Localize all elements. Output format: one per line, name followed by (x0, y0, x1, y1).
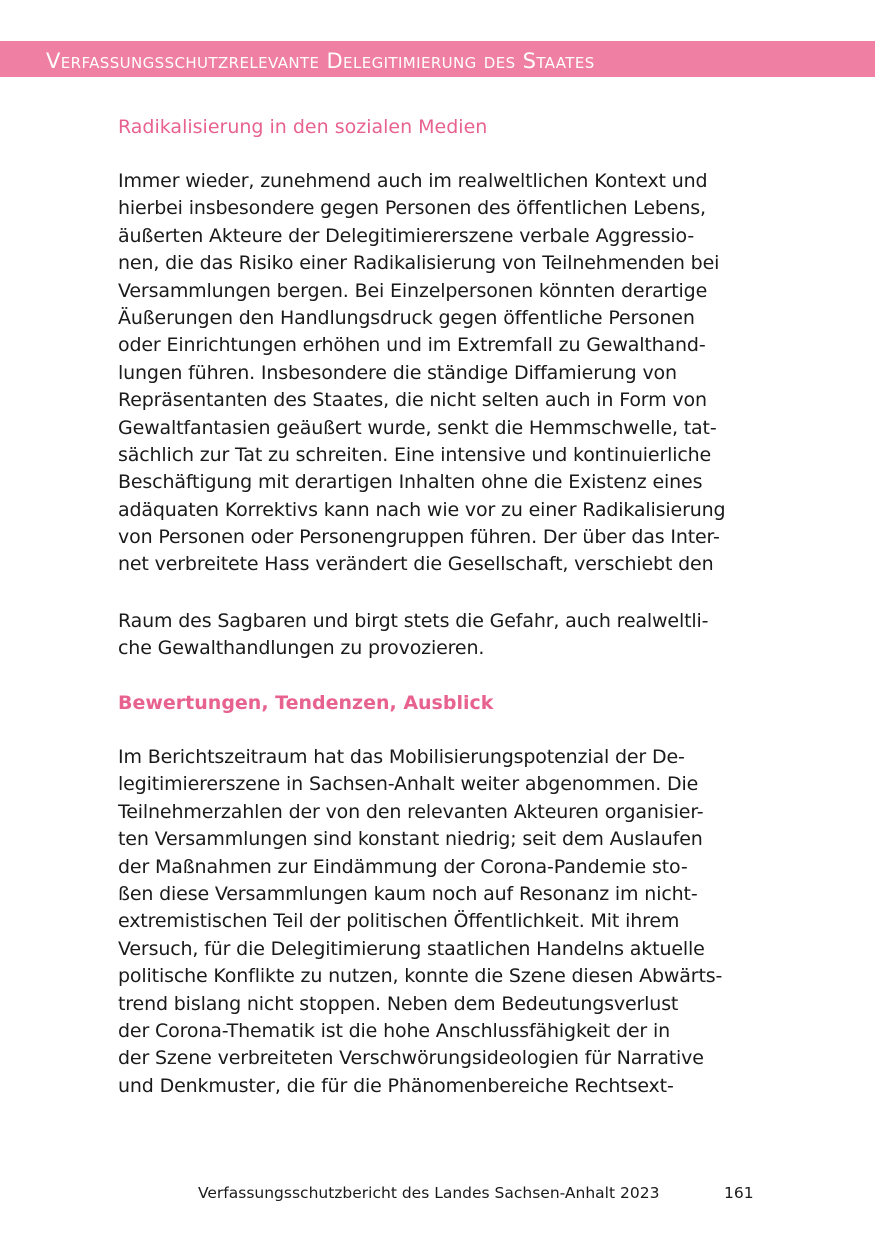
page-number: 161 (724, 1184, 754, 1202)
section-heading-bewertungen: Bewertungen, Tendenzen, Ausblick (118, 692, 494, 714)
text-line: und Denkmuster, die für die Phänomenbereiche Rechtsext- (118, 1074, 674, 1097)
text-line: Beschäftigung mit derartigen Inhalten ohne die Existenz eines (118, 471, 703, 494)
paragraph-radikalisierung (118, 168, 768, 579)
text-line: legitimiererszene in Sachsen-Anhalt weiter abgenommen. Die (118, 773, 699, 796)
text-line: nen, die das Risiko einer Radikalisierung von Teilnehmenden bei (118, 252, 720, 275)
paragraph-sagbaren (118, 608, 768, 663)
text-line: Repräsentanten des Staates, die nicht selten auch in Form von (118, 389, 707, 412)
text-line: Äußerungen den Handlungsdruck gegen öffentliche Personen (118, 306, 695, 329)
text-line: der Szene verbreiteten Verschwörungsideologien für Narrative (118, 1047, 704, 1070)
text-line: Versuch, für die Delegitimierung staatlichen Handelns aktuelle (118, 937, 705, 960)
text-line: ßen diese Versammlungen kaum noch auf Resonanz im nicht- (118, 882, 698, 905)
text-line: sächlich zur Tat zu schreiten. Eine intensive und kontinuierliche (118, 443, 712, 466)
text-line: lungen führen. Insbesondere die ständige Diffamierung von (118, 361, 677, 384)
text-line: oder Einrichtungen erhöhen und im Extremfall zu Gewalthand- (118, 334, 706, 357)
text-line: hierbei insbesondere gegen Personen des öffentlichen Lebens, (118, 197, 706, 220)
text-line: Raum des Sagbaren und birgt stets die Gefahr, auch realweltli- (118, 610, 709, 632)
footer-publication-title: Verfassungsschutzbericht des Landes Sachsen-Anhalt 2023 (198, 1184, 660, 1202)
text-line: äußerten Akteure der Delegitimiererszene verbale Aggressio- (118, 224, 695, 247)
chapter-title: Verfassungsschutzrelevante Delegitimierung des Staates (46, 49, 595, 73)
chapter-banner (0, 41, 875, 77)
paragraph-bewertungen (118, 744, 768, 1100)
text-line: net verbreitete Hass verändert die Gesellschaft, verschiebt den (118, 553, 714, 576)
text-line: Gewaltfantasien geäußert wurde, senkt die Hemmschwelle, tat- (118, 416, 717, 439)
text-line: von Personen oder Personengruppen führen. Der über das Inter- (118, 526, 720, 549)
page-footer (0, 1180, 875, 1206)
text-line: der Corona-Thematik ist die hohe Anschlussfähigkeit der in (118, 1019, 671, 1042)
text-line: Versammlungen bergen. Bei Einzelpersonen könnten derartige (118, 279, 708, 302)
text-line: der Maßnahmen zur Eindämmung der Corona-Pandemie sto- (118, 855, 688, 878)
text-line: adäquaten Korrektivs kann nach wie vor zu einer Radikalisierung (118, 498, 726, 521)
text-line: Im Berichtszeitraum hat das Mobilisierungspotenzial der De- (118, 746, 685, 768)
text-line: extremistischen Teil der politischen Öffentlichkeit. Mit ihrem (118, 910, 680, 933)
text-line: trend bislang nicht stoppen. Neben dem Bedeutungsverlust (118, 992, 679, 1015)
text-line: che Gewalthandlungen zu provozieren. (118, 637, 485, 660)
text-line: Teilnehmerzahlen der von den relevanten Akteuren organisier- (118, 800, 704, 823)
text-line: Immer wieder, zunehmend auch im realweltlichen Kontext und (118, 170, 708, 192)
text-line: politische Konflikte zu nutzen, konnte die Szene diesen Abwärts- (118, 965, 723, 988)
section-heading-radikalisierung: Radikalisierung in den sozialen Medien (118, 116, 488, 138)
text-line: ten Versammlungen sind konstant niedrig; seit dem Auslaufen (118, 828, 703, 851)
